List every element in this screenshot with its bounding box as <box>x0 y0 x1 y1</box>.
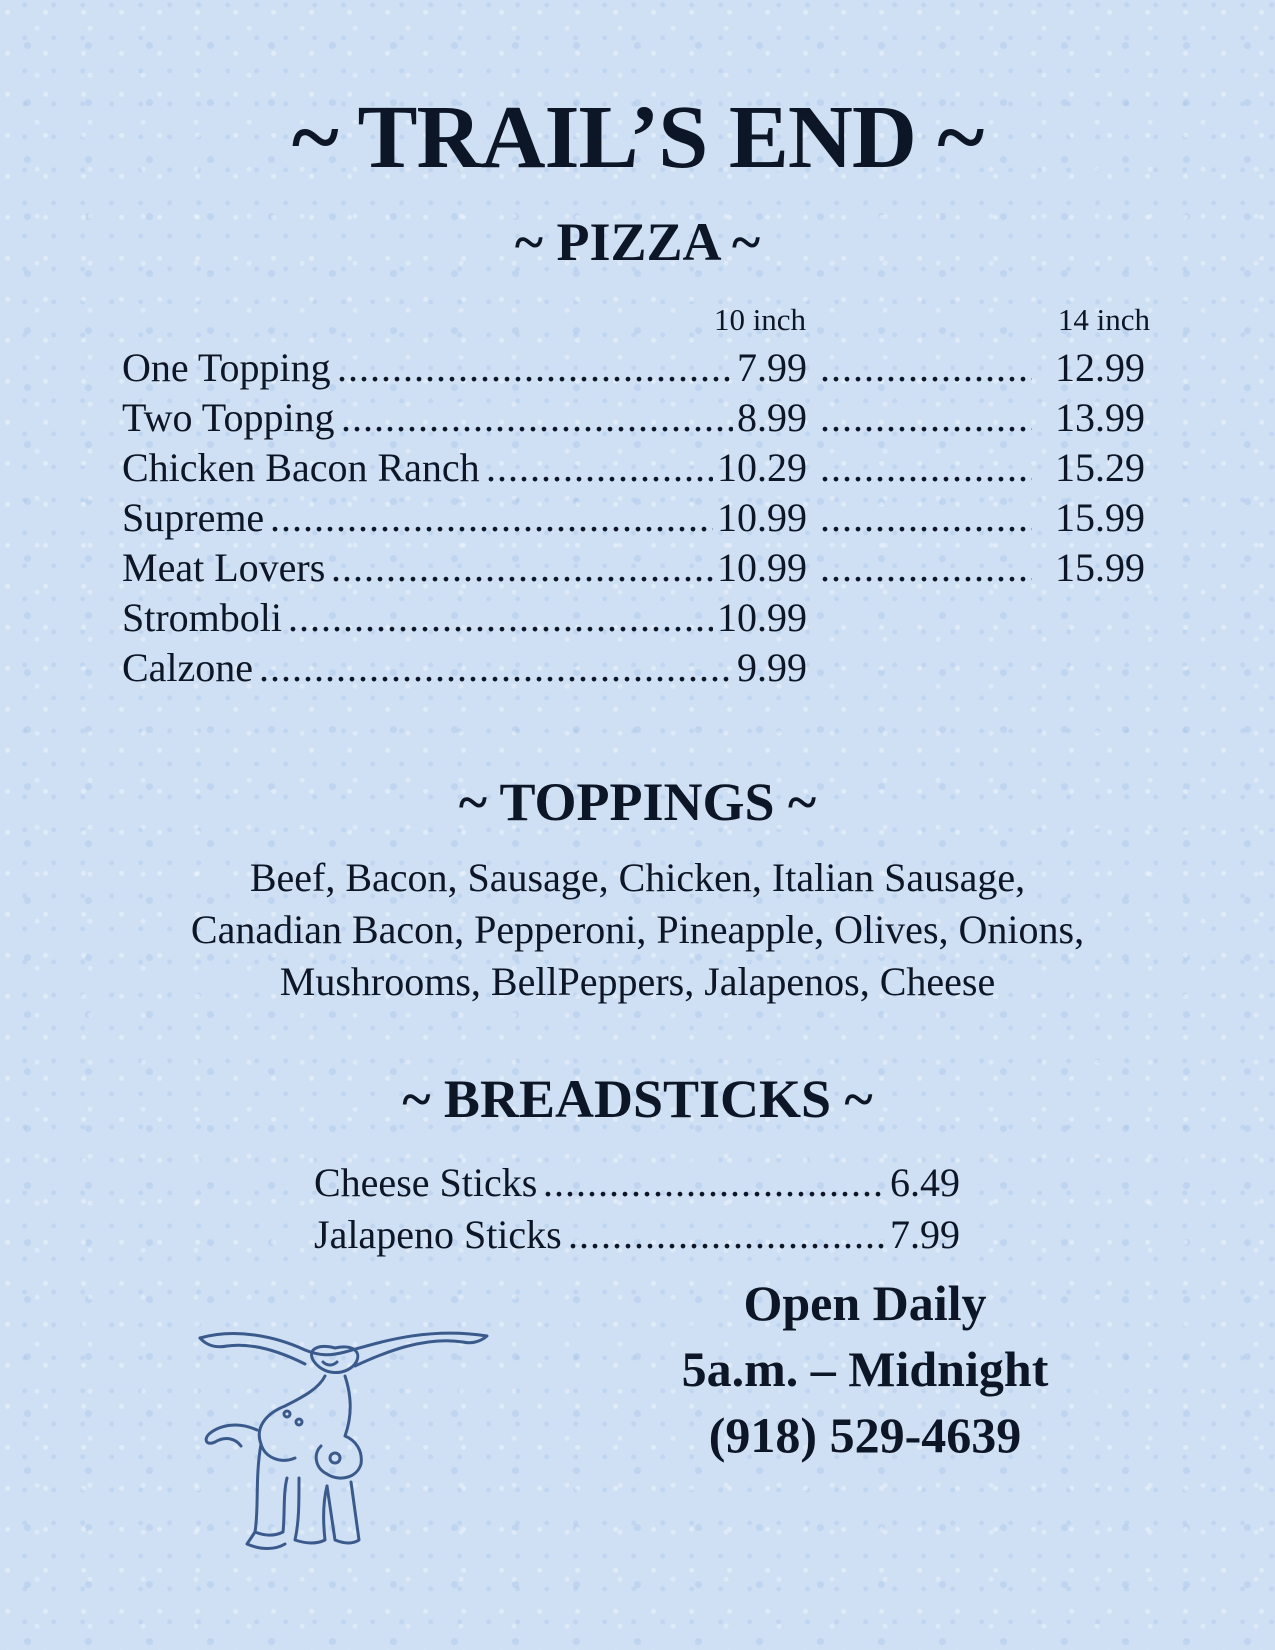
pizza-price-10-inch: 10.99 <box>717 495 807 540</box>
pizza-price-10-inch: 10.99 <box>717 545 807 590</box>
pizza-item-row <box>0 643 1275 693</box>
dot-leader <box>820 543 1032 593</box>
dot-leader <box>486 443 713 493</box>
dot-leader <box>820 343 1032 393</box>
dot-leader <box>331 543 713 593</box>
dot-leader <box>820 493 1032 543</box>
pizza-price-14-inch: 15.99 <box>1055 545 1145 590</box>
size-10-inch-label: 10 inch <box>713 302 807 337</box>
pizza-price-10-inch: 9.99 <box>737 645 807 690</box>
pizza-item-name: Calzone <box>122 645 254 690</box>
pizza-item-name: Stromboli <box>122 595 283 640</box>
dot-leader <box>543 1158 886 1208</box>
pizza-item-row <box>0 393 1275 443</box>
pizza-item-row <box>0 493 1275 543</box>
pizza-item-name: Supreme <box>122 495 265 540</box>
hours-open-daily: Open Daily <box>743 1275 987 1331</box>
toppings-list <box>0 852 1275 1008</box>
longhorn-steer-icon <box>195 1318 495 1558</box>
breadstick-price: 7.99 <box>890 1212 960 1257</box>
toppings-line: Beef, Bacon, Sausage, Chicken, Italian Sausage, <box>249 855 1026 900</box>
toppings-line: Mushrooms, BellPeppers, Jalapenos, Cheese <box>279 959 996 1004</box>
toppings-line: Canadian Bacon, Pepperoni, Pineapple, Olives, Onions, <box>190 907 1085 952</box>
pizza-price-10-inch: 7.99 <box>737 345 807 390</box>
toppings-heading: ~ TOPPINGS ~ <box>458 772 817 832</box>
dot-leader <box>820 443 1032 493</box>
pizza-item-row <box>0 543 1275 593</box>
dot-leader <box>259 643 733 693</box>
pizza-item-name: Meat Lovers <box>122 545 326 590</box>
pizza-price-10-inch: 10.99 <box>717 595 807 640</box>
pizza-heading: ~ PIZZA ~ <box>514 212 761 272</box>
dot-leader <box>337 343 733 393</box>
menu-title: ~ TRAIL’S END ~ <box>291 88 984 187</box>
pizza-item-row <box>0 343 1275 393</box>
pizza-item-row <box>0 443 1275 493</box>
pizza-price-14-inch: 13.99 <box>1055 395 1145 440</box>
pizza-price-10-inch: 8.99 <box>737 395 807 440</box>
pizza-price-14-inch: 15.99 <box>1055 495 1145 540</box>
dot-leader <box>270 493 713 543</box>
size-14-inch-label: 14 inch <box>1057 302 1150 337</box>
pizza-price-10-inch: 10.29 <box>717 445 807 490</box>
pizza-item-name: Chicken Bacon Ranch <box>122 445 480 490</box>
breadsticks-heading: ~ BREADSTICKS ~ <box>402 1069 873 1129</box>
pizza-item-row <box>0 593 1275 643</box>
hours-time-range: 5a.m. – Midnight <box>681 1341 1049 1397</box>
dot-leader <box>341 393 733 443</box>
dot-leader <box>288 593 713 643</box>
pizza-item-name: One Topping <box>122 345 331 390</box>
phone-number: (918) 529-4639 <box>708 1407 1022 1463</box>
dot-leader <box>568 1210 886 1260</box>
dot-leader <box>820 393 1032 443</box>
breadstick-item-row <box>0 1210 1275 1260</box>
breadstick-item-name: Jalapeno Sticks <box>314 1212 562 1257</box>
pizza-item-name: Two Topping <box>122 395 335 440</box>
pizza-price-14-inch: 15.29 <box>1055 445 1145 490</box>
pizza-price-14-inch: 12.99 <box>1055 345 1145 390</box>
breadstick-price: 6.49 <box>890 1160 960 1205</box>
breadstick-item-row <box>0 1158 1275 1208</box>
breadstick-item-name: Cheese Sticks <box>314 1160 538 1205</box>
